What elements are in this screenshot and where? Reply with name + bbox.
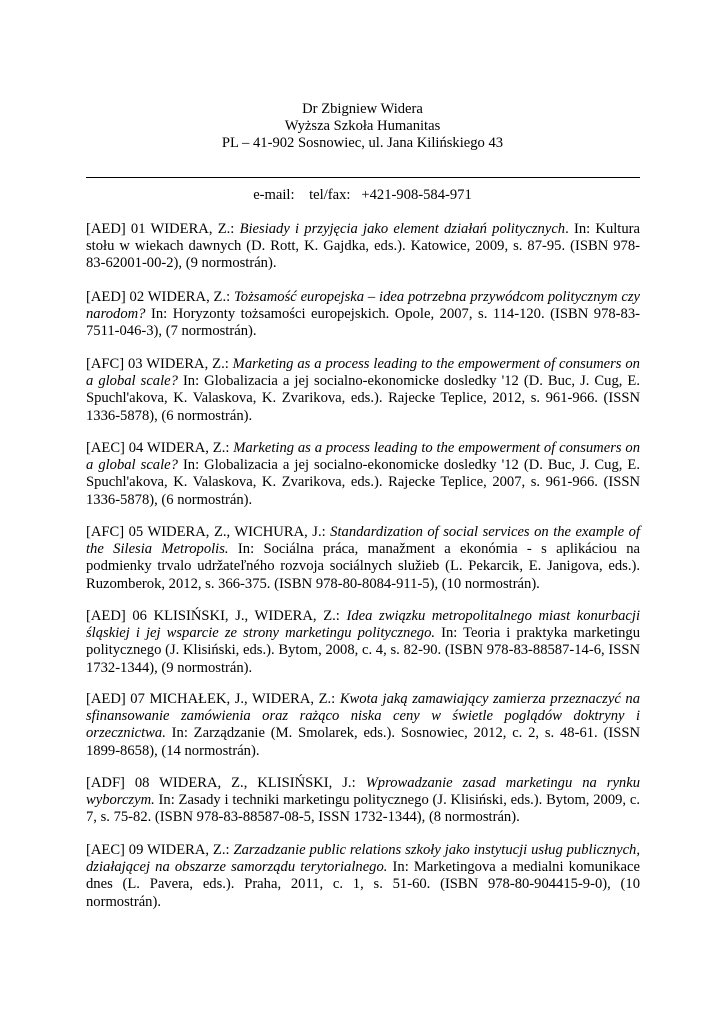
entry-details: In: Teoria i praktyka marketingu politycznego (J. Klisiński, eds.). Bytom, 2008, c. 4, s. 82-90. (ISBN 978-83-88587-14-6, ISSN 1732-1344), (9 normostrán). — [86, 625, 641, 676]
entry-lead: [AEC] 04 WIDERA, Z.: — [86, 440, 234, 456]
institution-name: Wyższa Szkoła Humanitas — [284, 118, 441, 135]
entry-details: In: Sociálna práca, manažment a ekonómia - s aplikáciou na podmienky trvalo udržateľného rozvoja sociálnych služieb (L. Pekarcik, E. Janigova, eds.). Ruzomberok, 2012, s. 366-375. (ISBN 978-80-8084-911-5), (10 normostrán). — [86, 541, 640, 592]
entry-title: Standardization of social services on the example of the Silesia Metropolis. — [86, 524, 640, 558]
entry-details: In: Marketingova a medialni komunikace dnes (L. Pavera, eds.). Praha, 2011, c. 1, s. 51-60. (ISBN 978-80-904415-9-0), (10 normostrán). — [86, 859, 640, 910]
publication-entry-04 — [86, 440, 640, 509]
entry-lead: [AED] 06 KLISIŃSKI, J., WIDERA, Z.: — [86, 608, 347, 624]
publication-entry-08 — [86, 775, 640, 827]
entry-lead: [AEC] 09 WIDERA, Z.: — [86, 842, 234, 858]
publication-entry-09 — [86, 842, 640, 911]
entry-lead: [AED] 02 WIDERA, Z.: — [86, 289, 235, 305]
publication-entry-07 — [86, 691, 640, 760]
entry-lead: [AED] 07 MICHAŁEK, J., WIDERA, Z.: — [86, 691, 340, 707]
entry-details: In: Globalizacia a jej socialno-ekonomicke dosledky '12 (D. Buc, J. Cug, E. Spuchl'akova, K. Valaskova, K. Zvarikova, eds.). Rajecke Teplice, 2007, s. 961-966. (ISSN 1336-5878), (6 normostrán). — [86, 457, 640, 508]
entry-title: Wprowadzanie zasad marketingu na rynku wyborczym. — [86, 775, 641, 809]
contact-line: e-mail: tel/fax: +421-908-584-971 — [253, 187, 472, 203]
publication-entry-02 — [86, 289, 640, 341]
entry-lead: [AED] 01 WIDERA, Z.: — [86, 221, 240, 237]
entry-details: . In: Kultura stołu w wiekach dawnych (D. Rott, K. Gajdka, eds.). Katowice, 2009, s. 87-95. (ISBN 978-83-62001-00-2), (9 normostrán). — [86, 221, 640, 272]
entry-details: In: Horyzonty tożsamości europejskich. Opole, 2007, s. 114-120. (ISBN 978-83-7511-046-3), (7 normostrán). — [86, 306, 640, 340]
entry-lead: [ADF] 08 WIDERA, Z., KLISIŃSKI, J.: — [86, 775, 366, 791]
entry-title: Zarzadzanie public relations szkoły jako instytucji usług publicznych, działającej na obszarze samorządu terytorialnego. — [86, 842, 640, 876]
author-header — [0, 101, 725, 153]
entry-details: In: Zasady i techniki marketingu politycznego (J. Klisiński, eds.). Bytom, 2009, c. 7, s. 75-82. (ISBN 978-83-88587-08-5, ISSN 1732-1344), (8 normostrán). — [86, 792, 640, 826]
publication-entry-01 — [86, 221, 640, 273]
entry-details: In: Globalizacia a jej socialno-ekonomicke dosledky '12 (D. Buc, J. Cug, E. Spuchl'akova, K. Valaskova, K. Zvarikova, eds.). Rajecke Teplice, 2012, s. 961-966. (ISSN 1336-5878), (6 normostrán). — [86, 373, 640, 424]
author-name: Dr Zbigniew Widera — [302, 101, 423, 117]
entry-title: Biesiady i przyjęcia jako element działań politycznych — [239, 221, 566, 237]
entry-title: Tożsamość europejska – idea potrzebna przywódcom politycznym czy narodom? — [86, 289, 640, 323]
entry-title: Marketing as a process leading to the empowerment of consumers on a global scale? — [86, 356, 640, 390]
publication-entry-06 — [86, 608, 640, 677]
publication-entry-05 — [86, 524, 640, 593]
header-divider — [86, 177, 640, 178]
entry-lead: [AFC] 03 WIDERA, Z.: — [86, 356, 233, 372]
entry-lead: [AFC] 05 WIDERA, Z., WICHURA, J.: — [86, 524, 331, 540]
entry-title: Idea związku metropolitalnego miast konurbacji śląskiej i jej wsparcie ze strony marketingu politycznego. — [86, 608, 641, 642]
institution-address: PL – 41-902 Sosnowiec, ul. Jana Kilińskiego 43 — [221, 135, 504, 152]
entry-title: Marketing as a process leading to the empowerment of consumers on a global scale? — [86, 440, 640, 474]
publication-entry-03 — [86, 356, 640, 425]
entry-details: In: Zarządzanie (M. Smolarek, eds.). Sosnowiec, 2012, c. 2, s. 48-61. (ISSN 1899-8658), (14 normostrán). — [86, 725, 640, 759]
entry-title: Kwota jaką zamawiający zamierza przeznaczyć na sfinansowanie zamówienia oraz rażąco niska ceny w świetle poglądów doktryny i orzecznictwa. — [86, 691, 640, 742]
